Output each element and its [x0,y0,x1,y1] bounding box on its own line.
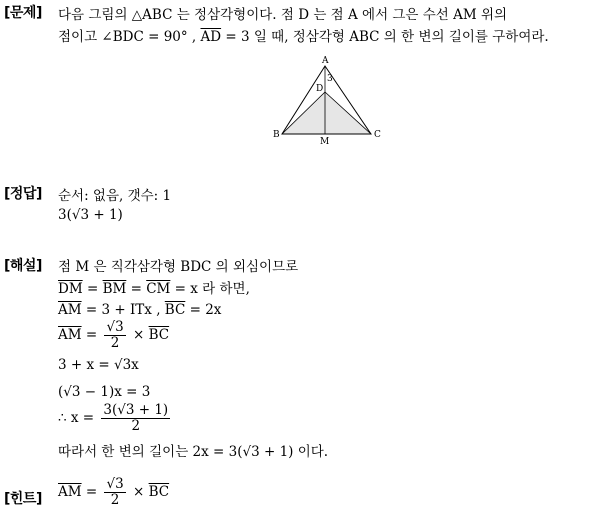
label-length: 3 [327,74,333,84]
segment-bc: $\overline{BC}$ [164,302,186,318]
solution-line-8: 따라서 한 변의 길이는 2x = 3(√3 + 1) 이다. [58,444,329,460]
solution-line-2 [58,277,250,297]
problem-text: = 3 일 때, 정삼각형 ABC 의 한 변의 길이를 구하여라. [221,29,549,45]
equals: = [81,484,102,500]
fraction [104,477,125,508]
triangle-figure [270,56,390,148]
problem-line-1: 다음 그림의 △ABC 는 정삼각형이다. 점 D 는 점 A 에서 그은 수선 AM 위의 [58,7,508,23]
solution-text: = 2x [185,302,222,318]
label-b: B [273,130,280,140]
times-sign: × [128,484,149,500]
fraction-denominator: 2 [131,418,141,434]
problem-text: 점이고 ∠BDC = 90° , [58,29,201,45]
fraction-numerator: √3 [106,476,124,492]
segment-cm: $\overline{CM}$ [146,281,171,297]
fraction [101,403,170,434]
solution-line-5: 3 + x = √3x [58,357,139,373]
solution-line-4 [58,320,169,351]
segment-ad: $\overline{AD}$ [200,29,222,45]
segment-am: $\overline{AM}$ [58,484,82,500]
problem-line-2 [58,25,549,45]
answer-tag: [정답] [4,186,42,202]
times-sign: × [128,327,149,343]
therefore-text: ∴ x = [58,410,99,426]
segment-bm: $\overline{BM}$ [102,281,127,297]
solution-tag: [해설] [4,258,42,274]
fraction-numerator: 3(√3 + 1) [103,402,169,418]
segment-dm: $\overline{DM}$ [58,281,83,297]
problem-tag: [문제] [4,5,42,21]
equals: = [81,327,102,343]
label-a: A [322,56,329,66]
equals: = [82,281,103,297]
solution-line-7 [58,403,173,434]
hint-tag: [힌트] [4,491,42,507]
solution-line-6: (√3 − 1)x = 3 [58,384,151,400]
fraction-denominator: 2 [110,492,120,508]
segment-bc: $\overline{BC}$ [148,327,170,343]
segment-am: $\overline{AM}$ [58,327,82,343]
solution-text: = 3 + ITx , [81,302,165,318]
fraction-denominator: 2 [110,335,120,351]
label-d: D [316,84,324,94]
segment-bc: $\overline{BC}$ [148,484,170,500]
fraction [104,320,125,351]
segment-am: $\overline{AM}$ [58,302,82,318]
solution-text: = x 라 하면, [170,281,250,297]
answer-line-2: 3(√3 + 1) [58,207,123,223]
fraction-numerator: √3 [106,319,124,335]
solution-line-3 [58,302,221,318]
solution-line-1: 점 M 은 직각삼각형 BDC 의 외심이므로 [58,259,299,275]
hint-line [58,477,169,508]
equals: = [126,281,147,297]
label-c: C [374,130,381,140]
label-m: M [320,137,330,147]
answer-line-1: 순서: 없음, 갯수: 1 [58,188,172,204]
